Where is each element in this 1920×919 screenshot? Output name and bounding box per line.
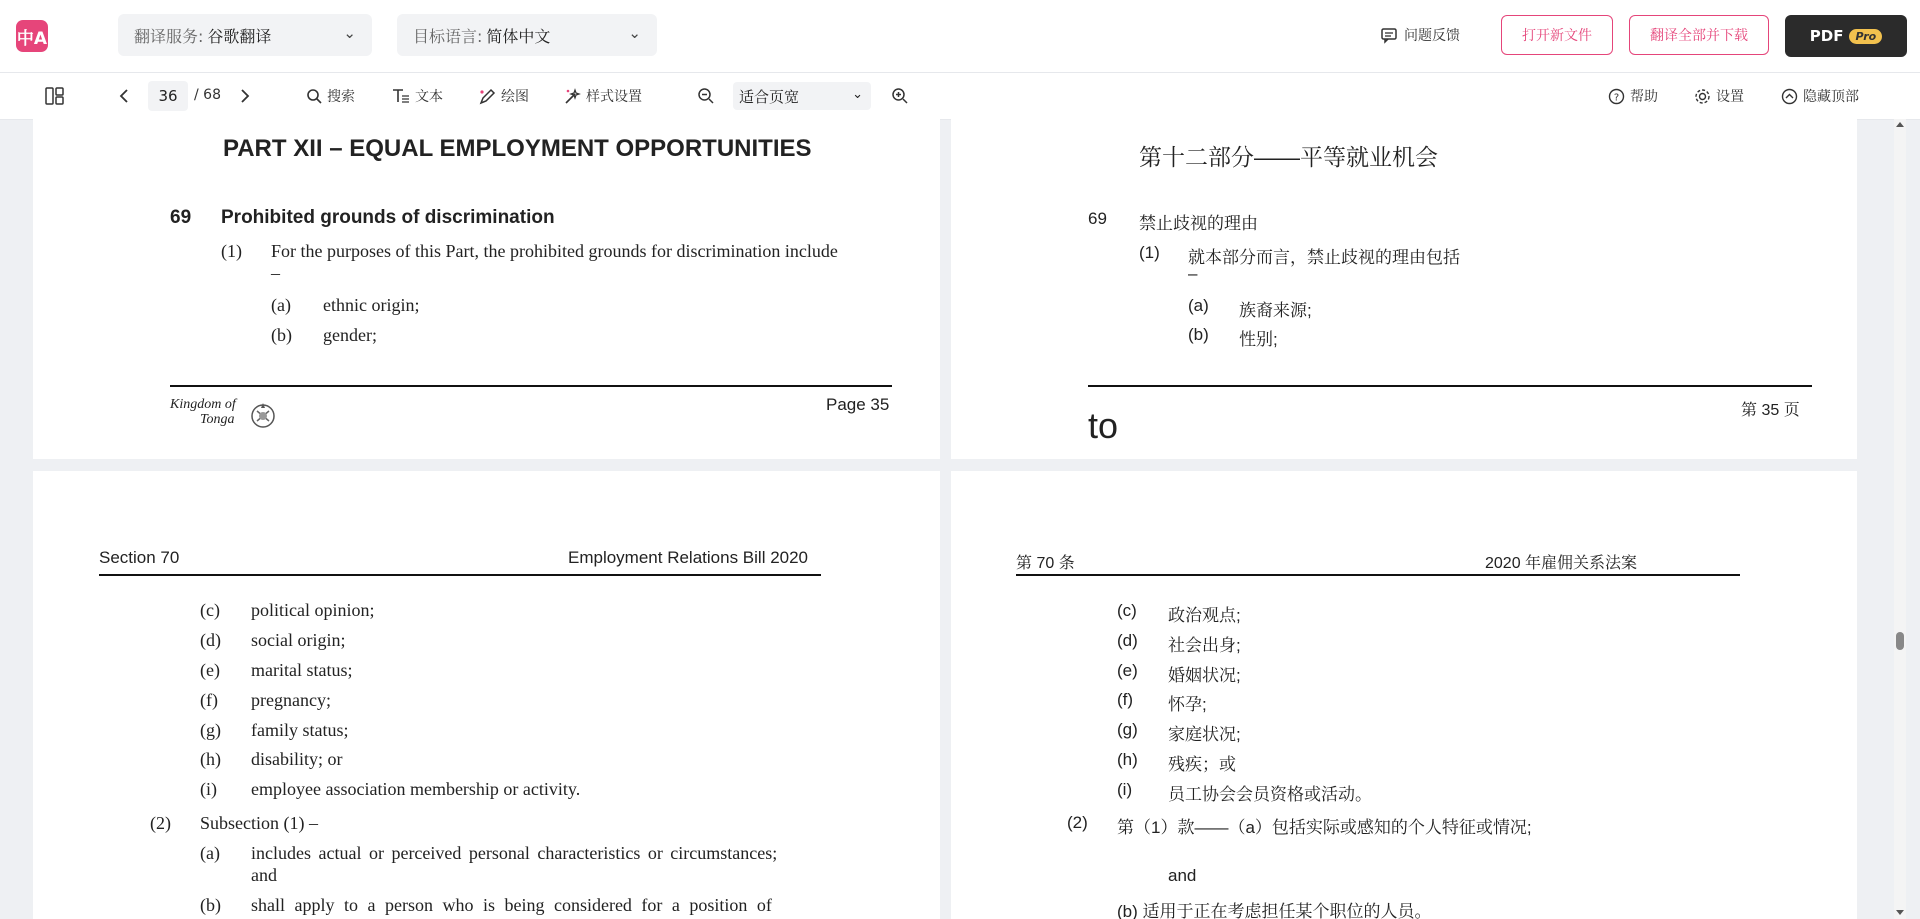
item-label: (a) — [271, 295, 291, 315]
item-text: ethnic origin; — [323, 295, 420, 315]
item-label: (g) — [1117, 720, 1138, 739]
text-tool-button[interactable] — [392, 85, 443, 107]
logo-line-2: Tonga — [200, 412, 235, 427]
item-label: (f) — [1117, 690, 1134, 709]
item-label: (a) — [200, 843, 220, 863]
target-language-select[interactable] — [397, 14, 657, 56]
chevron-down-icon: ⌄ — [343, 24, 356, 42]
item-label: (b) — [200, 895, 221, 915]
item-text: marital status; — [251, 660, 353, 680]
subsection-number: (2) — [1067, 813, 1088, 832]
hide-top-button[interactable] — [1781, 85, 1859, 107]
item-text: social origin; — [251, 630, 346, 650]
feedback-label: 问题反馈 — [1404, 28, 1460, 44]
subsection-text: 第（1）款——（a）包括实际或感知的个人特征或情况; — [1117, 818, 1532, 837]
draw-tool-button[interactable] — [479, 85, 529, 107]
pro-badge: Pro — [1849, 29, 1882, 44]
item-text: employee association membership or activity. — [251, 779, 581, 799]
translated-page-35 — [951, 119, 1857, 459]
page-total: / 68 — [194, 87, 221, 103]
item-text: political opinion; — [251, 600, 375, 620]
item-text: 员工协会会员资格或活动。 — [1168, 785, 1372, 804]
item-text: (b) 适用于正在考虑担任某个职位的人员。 — [1117, 902, 1432, 919]
style-settings-button[interactable] — [564, 85, 642, 107]
part-title: 第十二部分——平等就业机会 — [1139, 144, 1438, 170]
section-number: 69 — [170, 207, 192, 228]
subsection-text: Subsection (1) – — [200, 813, 318, 833]
item-text: 社会出身; — [1168, 636, 1241, 655]
item-label: (c) — [200, 600, 220, 620]
item-label: (h) — [200, 749, 221, 769]
section-title: 禁止歧视的理由 — [1139, 214, 1258, 233]
chevron-down-icon: ⌄ — [628, 24, 641, 42]
item-label: (b) — [1188, 325, 1209, 344]
item-text: 家庭状况; — [1168, 725, 1241, 744]
original-page-36 — [33, 471, 940, 919]
target-language-label: 目标语言: — [413, 26, 483, 46]
pdf-pro-label: PDF — [1809, 27, 1844, 45]
item-label: (f) — [200, 690, 218, 710]
item-text: 残疾；或 — [1168, 755, 1236, 774]
kingdom-of-tonga-logo-text — [170, 397, 236, 427]
original-page-35 — [33, 119, 940, 459]
subsection-number: (1) — [221, 241, 242, 261]
section-number: 69 — [1088, 209, 1107, 228]
coat-of-arms-icon — [248, 399, 278, 431]
scroll-up-arrow-icon[interactable] — [1896, 121, 1904, 129]
section-title: Prohibited grounds of discrimination — [221, 207, 555, 228]
prev-page-icon[interactable] — [118, 88, 130, 104]
toolbar — [0, 73, 1920, 120]
vertical-scrollbar[interactable] — [1894, 119, 1906, 919]
item-text: pregnancy; — [251, 690, 331, 710]
draw-icon — [479, 88, 496, 105]
item-text: family status; — [251, 720, 349, 740]
item-text: 怀孕; — [1168, 695, 1207, 714]
top-bar — [0, 0, 1920, 73]
subsection-text: 就本部分而言，禁止歧视的理由包括 — [1188, 248, 1460, 267]
item-label: (h) — [1117, 750, 1138, 769]
running-header-left: 第 70 条 — [1016, 555, 1075, 572]
item-text: shall apply to a person who is being considered for a position of — [251, 895, 772, 915]
svg-text:?: ? — [1613, 92, 1620, 103]
pdf-pro-button[interactable] — [1785, 15, 1907, 57]
item-label: (c) — [1117, 601, 1137, 620]
translation-service-value: 谷歌翻译 — [207, 26, 272, 46]
footer-rule — [170, 385, 892, 387]
logo-line-1: Kingdom of — [170, 397, 236, 412]
translation-service-select[interactable] — [118, 14, 372, 56]
running-header-left: Section 70 — [99, 548, 180, 567]
item-text: 性别; — [1239, 330, 1278, 349]
text-tool-label: 文本 — [415, 89, 443, 105]
item-label: (a) — [1188, 296, 1209, 315]
stray-text: and — [1168, 866, 1197, 885]
running-header-right: 2020 年雇佣关系法案 — [1485, 555, 1638, 572]
running-header-right: Employment Relations Bill 2020 — [568, 548, 809, 567]
hide-top-label: 隐藏顶部 — [1803, 89, 1859, 105]
style-icon — [564, 88, 581, 105]
stray-text: to — [1088, 405, 1119, 446]
feedback-button[interactable] — [1380, 24, 1460, 46]
subsection-text: For the purposes of this Part, the prohibited grounds for discrimination include — [271, 241, 838, 261]
text-icon — [392, 88, 410, 104]
item-label: (i) — [1117, 780, 1133, 799]
item-text: includes actual or perceived personal characteristics or circumstances; — [251, 843, 778, 863]
scrollbar-thumb[interactable] — [1896, 632, 1904, 650]
zoom-select[interactable] — [733, 82, 871, 110]
item-text: disability; or — [251, 749, 343, 769]
search-icon — [306, 88, 322, 104]
chevron-down-icon: ⌄ — [852, 87, 863, 102]
item-text: 婚姻状况; — [1168, 666, 1241, 685]
footer-rule — [1088, 385, 1812, 387]
open-new-file-button[interactable]: 打开新文件 — [1501, 15, 1613, 55]
help-button[interactable] — [1608, 85, 1658, 107]
search-label: 搜索 — [327, 89, 355, 105]
item-label: (i) — [200, 779, 217, 799]
sidebar-toggle-icon[interactable] — [45, 87, 65, 105]
item-label: (e) — [1117, 661, 1138, 680]
help-icon — [1608, 88, 1625, 105]
part-title: PART XII – EQUAL EMPLOYMENT OPPORTUNITIES — [223, 135, 812, 162]
item-text: 政治观点; — [1168, 606, 1241, 625]
style-settings-label: 样式设置 — [586, 89, 642, 105]
item-text-continued: and — [251, 865, 277, 885]
subsection-number: (1) — [1139, 243, 1160, 262]
translation-service-label: 翻译服务: — [134, 26, 204, 46]
search-button[interactable] — [306, 85, 355, 107]
draw-tool-label: 绘图 — [501, 89, 529, 105]
settings-button[interactable] — [1694, 85, 1744, 107]
item-label: (e) — [200, 660, 220, 680]
zoom-out-icon[interactable] — [697, 87, 715, 105]
help-label: 帮助 — [1630, 89, 1658, 105]
item-label: (d) — [1117, 631, 1138, 650]
item-text: 族裔来源; — [1239, 301, 1312, 320]
app-logo: 中A — [16, 20, 48, 52]
zoom-in-icon[interactable] — [891, 87, 909, 105]
item-label: (d) — [200, 630, 221, 650]
item-label: (g) — [200, 720, 221, 740]
scroll-down-arrow-icon[interactable] — [1896, 908, 1904, 916]
header-rule — [99, 574, 821, 576]
translated-page-36 — [951, 471, 1857, 919]
subsection-dash: – — [1188, 264, 1198, 283]
gear-icon — [1694, 88, 1711, 105]
next-page-icon[interactable] — [239, 88, 251, 104]
target-language-value: 简体中文 — [486, 26, 551, 46]
translate-all-download-button[interactable]: 翻译全部并下载 — [1629, 15, 1769, 55]
item-text: gender; — [323, 325, 377, 345]
subsection-dash: – — [271, 263, 280, 283]
zoom-value: 适合页宽 — [739, 87, 800, 106]
item-label: (b) — [271, 325, 292, 345]
feedback-icon — [1380, 26, 1398, 44]
page-number: 第 35 页 — [1741, 402, 1800, 419]
settings-label: 设置 — [1716, 89, 1744, 105]
subsection-number: (2) — [150, 813, 171, 833]
chevron-up-circle-icon — [1781, 88, 1798, 105]
header-rule — [1016, 574, 1740, 576]
page-number: Page 35 — [826, 395, 890, 414]
page-number-input[interactable]: 36 — [148, 81, 188, 111]
